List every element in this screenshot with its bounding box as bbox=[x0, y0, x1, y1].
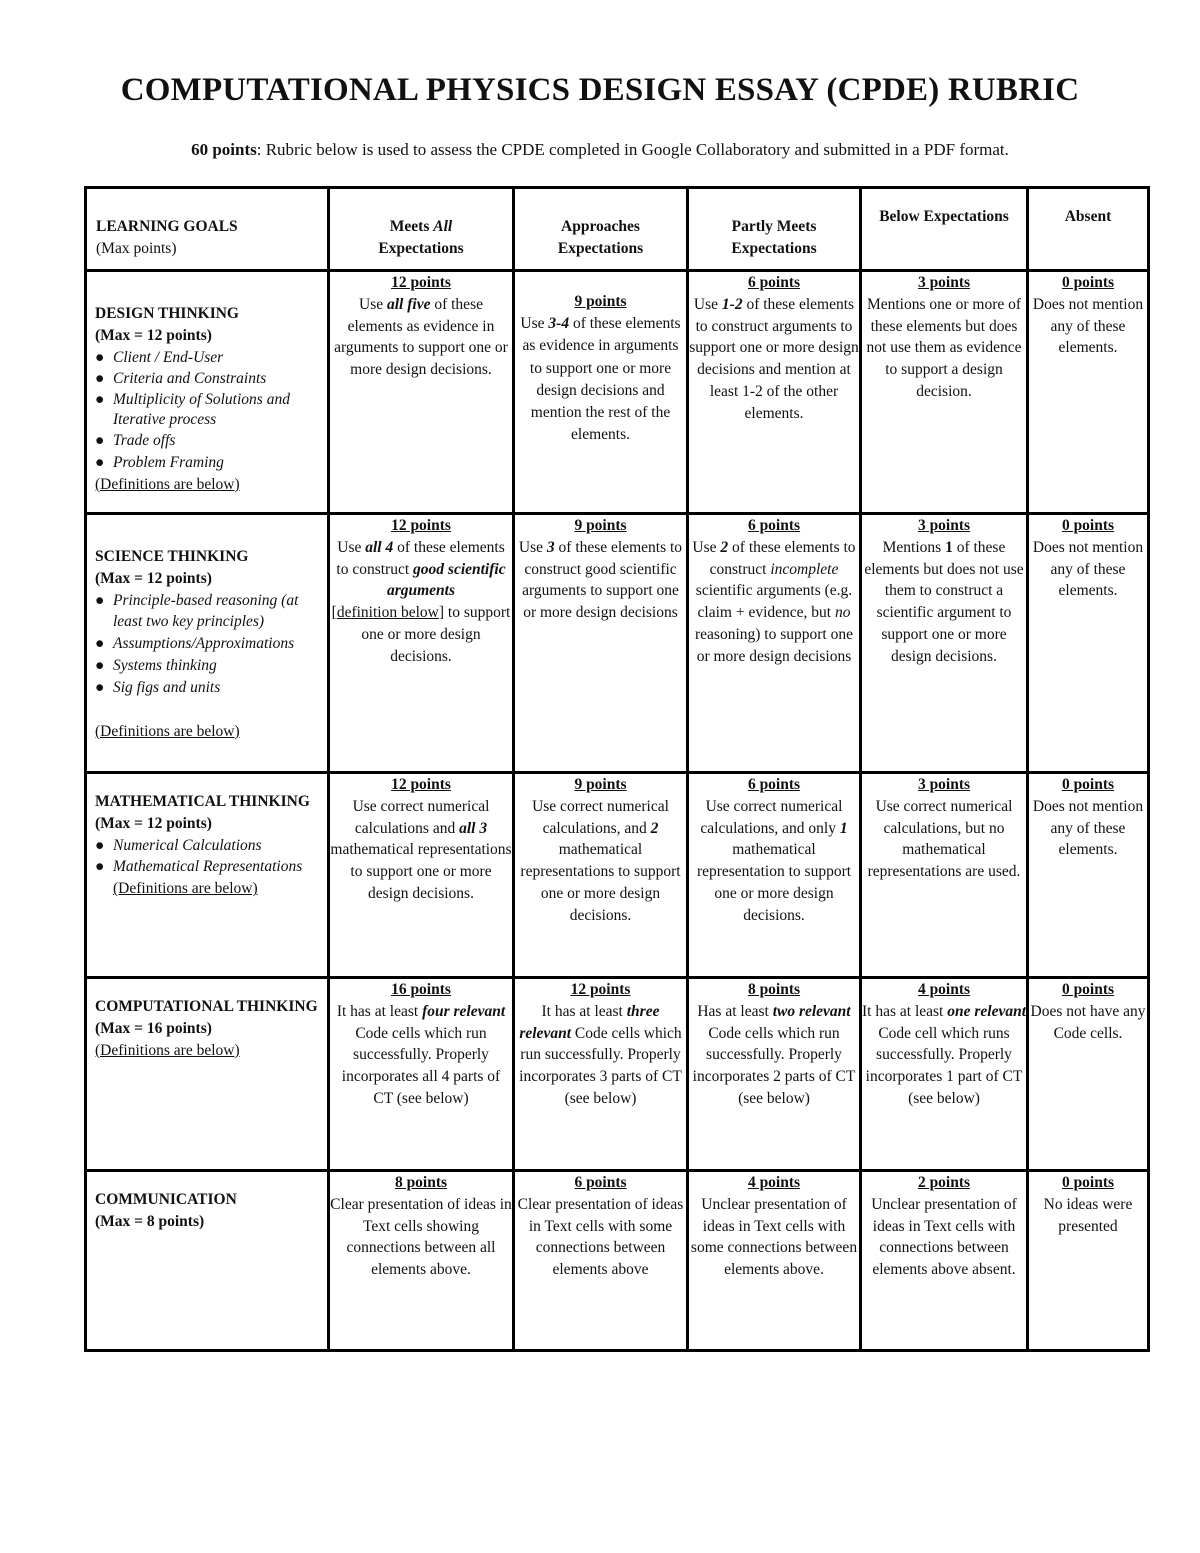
header-meets-expectations: Expectations bbox=[378, 239, 464, 257]
definitions-link: (Definitions are below) bbox=[113, 880, 258, 898]
list-item: ● Problem Framing bbox=[95, 452, 327, 474]
cell-math-meets: 12 points Use correct numerical calculations and all 3 mathematical representations to support one or more design decisions. bbox=[329, 773, 514, 978]
cell-science-absent: 0 points Does not mention any of these elements. bbox=[1028, 514, 1149, 773]
definitions-link: (Definitions are below) bbox=[95, 1041, 240, 1059]
list-item: ● Numerical Calculations bbox=[95, 835, 327, 857]
points-label: 3 points bbox=[917, 517, 971, 534]
bullet-icon: ● bbox=[95, 432, 105, 450]
list-item: ● Assumptions/Approximations bbox=[95, 633, 327, 655]
cell-communication-approaches: 6 points Clear presentation of ideas in Text cells with some connections between elements above bbox=[514, 1171, 688, 1351]
header-row bbox=[86, 188, 1149, 271]
bullet-icon: ● bbox=[95, 836, 105, 854]
cell-math-approaches: 9 points Use correct numerical calculations, and 2 mathematical representations to support one or more design decisions. bbox=[514, 773, 688, 978]
goal-elements bbox=[95, 347, 327, 474]
list-item: ● Client / End-User bbox=[95, 347, 327, 369]
goal-max: (Max = 12 points) bbox=[95, 814, 212, 832]
page-title: COMPUTATIONAL PHYSICS DESIGN ESSAY (CPDE) RUBRIC bbox=[120, 72, 1080, 108]
list-item: ● Systems thinking bbox=[95, 655, 327, 677]
points-label: 6 points bbox=[574, 1174, 627, 1191]
cell-computational-partly: 8 points Has at least two relevant Code cells which run successfully. Properly incorporates 2 parts of CT (see below) bbox=[688, 978, 861, 1171]
cell-computational-meets: 16 points It has at least four relevant Code cells which run successfully. Properly incorporates all 4 parts of CT (see below) bbox=[329, 978, 514, 1171]
bullet-icon: ● bbox=[95, 591, 105, 609]
bullet-icon: ● bbox=[95, 370, 105, 388]
goal-name: SCIENCE THINKING bbox=[95, 548, 249, 565]
list-item: ● Criteria and Constraints bbox=[95, 368, 327, 390]
points-label: 0 points bbox=[1061, 274, 1115, 291]
bullet-icon: ● bbox=[95, 348, 105, 366]
cell-design-below: 3 points Mentions one or more of these elements but does not use them as evidence to support a design decision. bbox=[861, 271, 1028, 514]
points-label: 9 points bbox=[574, 517, 627, 534]
goal-computational bbox=[86, 978, 329, 1171]
goal-name: COMPUTATIONAL THINKING bbox=[95, 998, 318, 1015]
points-label: 6 points bbox=[747, 517, 801, 534]
cell-math-partly: 6 points Use correct numerical calculations, and only 1 mathematical representation to support one or more design decisions. bbox=[688, 773, 861, 978]
bullet-icon: ● bbox=[95, 858, 105, 876]
cell-design-partly: 6 points Use 1-2 of these elements to construct arguments to support one or more design decisions and mention at least 1-2 of the other elements. bbox=[688, 271, 861, 514]
cell-communication-partly: 4 points Unclear presentation of ideas in Text cells with some connections between elements above. bbox=[688, 1171, 861, 1351]
goal-max: (Max = 12 points) bbox=[95, 569, 212, 587]
goal-communication bbox=[86, 1171, 329, 1351]
header-absent bbox=[1028, 188, 1149, 271]
points-label: 12 points bbox=[391, 776, 451, 793]
points-label: 12 points bbox=[570, 981, 631, 998]
goal-elements bbox=[95, 835, 327, 879]
row-design-thinking bbox=[86, 271, 1149, 514]
definitions-link: (Definitions are below) bbox=[95, 722, 240, 740]
cell-computational-absent: 0 points Does not have any Code cells. bbox=[1028, 978, 1149, 1171]
bullet-icon: ● bbox=[95, 678, 105, 696]
row-science-thinking bbox=[86, 514, 1149, 773]
goal-max: (Max = 12 points) bbox=[95, 326, 212, 344]
points-label: 12 points bbox=[391, 274, 451, 291]
points-label: 6 points bbox=[747, 274, 801, 291]
points-label: 0 points bbox=[1061, 981, 1115, 998]
goal-name: MATHEMATICAL THINKING bbox=[95, 793, 310, 810]
list-item: ● Multiplicity of Solutions and Iterative process bbox=[95, 391, 290, 429]
points-label: 8 points bbox=[394, 1174, 448, 1191]
points-label: 9 points bbox=[574, 293, 627, 310]
bullet-icon: ● bbox=[95, 391, 105, 409]
cell-communication-meets: 8 points Clear presentation of ideas in Text cells showing connections between all elements above. bbox=[329, 1171, 514, 1351]
header-partly-expectations: Expectations bbox=[731, 239, 817, 257]
bullet-icon: ● bbox=[95, 635, 105, 653]
definitions-link: (Definitions are below) bbox=[95, 475, 240, 493]
cell-design-absent: 0 points Does not mention any of these elements. bbox=[1028, 271, 1149, 514]
bullet-icon: ● bbox=[95, 656, 105, 674]
row-communication bbox=[86, 1171, 1149, 1351]
cell-science-meets: 12 points Use all 4 of these elements to construct good scientific arguments [definition below] to support one or more design decisions. bbox=[329, 514, 514, 773]
header-meets-text: Meets bbox=[389, 218, 434, 235]
cell-science-partly: 6 points Use 2 of these elements to construct incomplete scientific arguments (e.g. claim + evidence, but no reasoning) to support one or more design decisions bbox=[688, 514, 861, 773]
header-approaches-text: Approaches bbox=[561, 218, 640, 235]
points-label: 16 points bbox=[391, 981, 451, 998]
row-mathematical-thinking bbox=[86, 773, 1149, 978]
header-goals-title: LEARNING GOALS bbox=[96, 218, 238, 235]
header-meets-all: All bbox=[433, 218, 453, 235]
goal-max: (Max = 16 points) bbox=[95, 1019, 212, 1037]
subtitle-text: : Rubric below is used to assess the CPDE completed in Google Collaboratory and submitted in a PDF format. bbox=[256, 140, 1009, 159]
page-subtitle bbox=[0, 140, 1200, 160]
goal-science bbox=[86, 514, 329, 773]
header-below bbox=[861, 188, 1028, 271]
points-label: 9 points bbox=[574, 776, 627, 793]
points-label: 0 points bbox=[1061, 1174, 1115, 1191]
cell-math-below: 3 points Use correct numerical calculations, but no mathematical representations are used. bbox=[861, 773, 1028, 978]
goal-max: (Max = 8 points) bbox=[95, 1212, 205, 1230]
points-label: 4 points bbox=[747, 1174, 801, 1191]
points-label: 3 points bbox=[917, 776, 971, 793]
cell-math-absent: 0 points Does not mention any of these elements. bbox=[1028, 773, 1149, 978]
cell-science-below: 3 points Mentions 1 of these elements but does not use them to construct a scientific argument to support one or more design decisions. bbox=[861, 514, 1028, 773]
points-label: 3 points bbox=[917, 274, 971, 291]
goal-math bbox=[86, 773, 329, 978]
header-meets bbox=[329, 188, 514, 271]
points-label: 4 points bbox=[917, 981, 971, 998]
header-partly-text: Partly Meets bbox=[731, 218, 817, 235]
cell-communication-below: 2 points Unclear presentation of ideas in Text cells with connections between elements above absent. bbox=[861, 1171, 1028, 1351]
header-goals-sub: (Max points) bbox=[96, 239, 177, 257]
header-partly bbox=[688, 188, 861, 271]
goal-name: COMMUNICATION bbox=[95, 1191, 237, 1208]
cell-science-approaches: 9 points Use 3 of these elements to construct good scientific arguments to support one or more design decisions bbox=[514, 514, 688, 773]
list-item: ● Sig figs and units bbox=[95, 677, 327, 699]
points-label: 0 points bbox=[1061, 776, 1115, 793]
goal-design bbox=[86, 271, 329, 514]
row-computational-thinking bbox=[86, 978, 1149, 1171]
definition-link: definition below bbox=[336, 604, 439, 622]
header-approaches-expectations: Expectations bbox=[557, 239, 644, 257]
list-item: ● Trade offs bbox=[95, 430, 327, 452]
cell-computational-below: 4 points It has at least one relevant Code cell which runs successfully. Properly incorporates 1 part of CT (see below) bbox=[861, 978, 1028, 1171]
bullet-icon: ● bbox=[95, 453, 105, 471]
points-label: 12 points bbox=[391, 517, 451, 534]
points-label: 0 points bbox=[1061, 517, 1115, 534]
points-label: 8 points bbox=[747, 981, 801, 998]
cell-design-meets: 12 points Use all five of these elements as evidence in arguments to support one or more design decisions. bbox=[329, 271, 514, 514]
cell-computational-approaches: 12 points It has at least three relevant Code cells which run successfully. Properly incorporates 3 parts of CT (see below) bbox=[514, 978, 688, 1171]
cell-design-approaches: 9 points Use 3-4 of these elements as evidence in arguments to support one or more design decisions and mention the rest of the elements. bbox=[514, 271, 688, 514]
header-absent-text: Absent bbox=[1064, 208, 1112, 225]
header-approaches bbox=[514, 188, 688, 271]
cell-communication-absent: 0 points No ideas were presented bbox=[1028, 1171, 1149, 1351]
list-item: ● Mathematical Representations bbox=[95, 856, 327, 878]
header-below-text: Below Expectations bbox=[879, 208, 1009, 225]
total-points: 60 points bbox=[191, 140, 257, 159]
header-goals bbox=[86, 188, 329, 271]
points-label: 2 points bbox=[917, 1174, 971, 1191]
list-item: ● Principle-based reasoning (at least two key principles) bbox=[95, 591, 299, 631]
rubric-table bbox=[84, 186, 1150, 1352]
goal-elements bbox=[95, 590, 327, 699]
goal-name: DESIGN THINKING bbox=[95, 305, 239, 322]
points-label: 6 points bbox=[747, 776, 801, 793]
